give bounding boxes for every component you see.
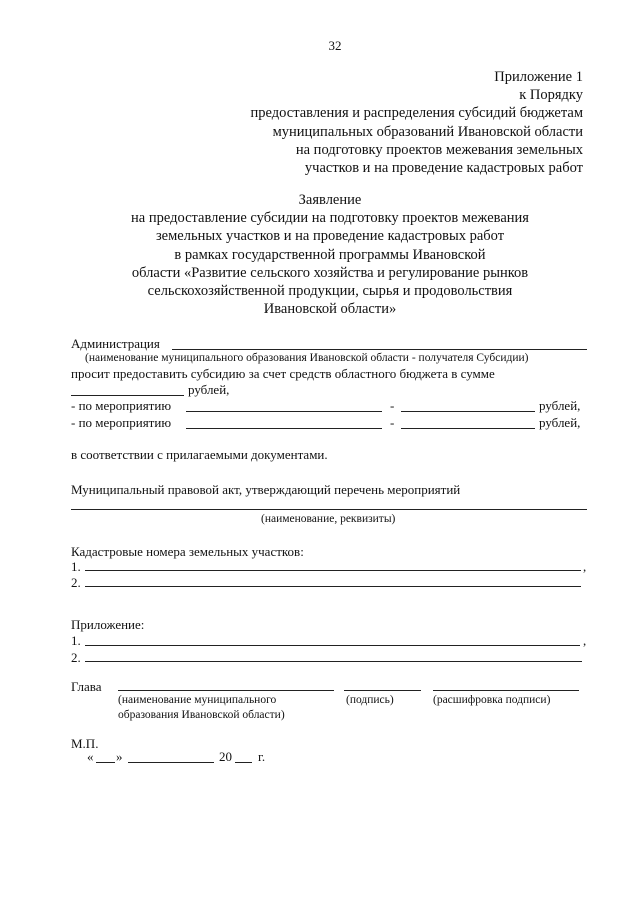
cadastral-field-1[interactable]	[85, 570, 581, 571]
title-line: в рамках государственной программы Ивановской	[174, 246, 486, 263]
title-line: сельскохозяйственной продукции, сырья и продовольствия	[147, 283, 513, 300]
administration-hint: (наименование муниципального образования Ивановской области - получателя Субсидии)	[85, 352, 529, 364]
decode-hint: (расшифровка подписи)	[433, 694, 551, 706]
act-field[interactable]	[71, 509, 587, 510]
administration-label: Администрация	[71, 336, 160, 351]
request-text: просит предоставить субсидию за счет средств областного бюджета в сумме	[71, 366, 495, 381]
signature-decode-field[interactable]	[433, 690, 579, 691]
appendix-line: к Порядку	[519, 87, 583, 104]
date-year-suffix: г.	[258, 749, 266, 764]
attachment-number-1: 1.	[71, 633, 81, 648]
title-line: Заявление	[298, 192, 362, 208]
attachment-field-2[interactable]	[85, 661, 582, 662]
title-line: земельных участков и на проведение кадастровых работ	[155, 228, 505, 245]
date-quote-open: «	[87, 749, 94, 764]
head-label: Глава	[71, 679, 102, 694]
event-rubles-2: рублей,	[539, 415, 581, 430]
accordance-text: в соответствии с прилагаемыми документами.	[71, 447, 328, 462]
rubles-word: рублей,	[188, 382, 230, 397]
signature-field[interactable]	[344, 690, 421, 691]
date-month-field[interactable]	[128, 762, 214, 763]
act-hint: (наименование, реквизиты)	[261, 513, 396, 525]
stamp-label: М.П.	[71, 736, 99, 751]
date-year-prefix: 20	[219, 749, 232, 764]
event-label-2: - по мероприятию	[71, 415, 172, 430]
event-rubles-1: рублей,	[539, 398, 581, 413]
event-name-field-2[interactable]	[186, 428, 382, 429]
attachment-number-2: 2.	[71, 650, 81, 665]
event-dash-1: -	[390, 398, 395, 413]
head-hint-1: (наименование муниципального	[118, 694, 277, 706]
date-quote-close: »	[116, 749, 123, 764]
cadastral-number-2: 2.	[71, 575, 81, 590]
cadastral-label: Кадастровые номера земельных участков:	[71, 544, 304, 559]
attachment-label: Приложение:	[71, 617, 145, 632]
date-day-field[interactable]	[96, 762, 115, 763]
appendix-line: участков и на проведение кадастровых работ	[304, 160, 583, 177]
title-line: Ивановской области»	[263, 301, 397, 318]
amount-field[interactable]	[71, 395, 184, 396]
signature-hint: (подпись)	[346, 694, 394, 706]
appendix-line: Приложение 1	[494, 69, 583, 85]
appendix-line: предоставления и распределения субсидий бюджетам	[250, 105, 583, 122]
appendix-line: на подготовку проектов межевания земельных	[295, 141, 583, 158]
cadastral-field-2[interactable]	[85, 586, 581, 587]
date-year-field[interactable]	[235, 762, 252, 763]
event-dash-2: -	[390, 415, 395, 430]
cadastral-comma: ,	[583, 559, 587, 574]
attachment-comma: ,	[583, 633, 587, 648]
administration-field[interactable]	[172, 349, 587, 350]
head-hint-2: образования Ивановской области)	[118, 709, 285, 721]
head-name-field[interactable]	[118, 690, 334, 691]
title-line: области «Развитие сельского хозяйства и регулирование рынков	[131, 264, 529, 281]
event-label-1: - по мероприятию	[71, 398, 172, 413]
act-label: Муниципальный правовой акт, утверждающий перечень мероприятий	[71, 482, 461, 497]
event-name-field-1[interactable]	[186, 411, 382, 412]
title-line: на предоставление субсидии на подготовку проектов межевания	[131, 210, 529, 227]
event-amount-field-2[interactable]	[401, 428, 535, 429]
event-amount-field-1[interactable]	[401, 411, 535, 412]
attachment-field-1[interactable]	[85, 645, 580, 646]
appendix-header	[163, 68, 583, 177]
page-number: 32	[328, 38, 342, 53]
appendix-line: муниципальных образований Ивановской области	[272, 123, 583, 140]
cadastral-number-1: 1.	[71, 559, 81, 574]
document-title	[100, 191, 560, 318]
